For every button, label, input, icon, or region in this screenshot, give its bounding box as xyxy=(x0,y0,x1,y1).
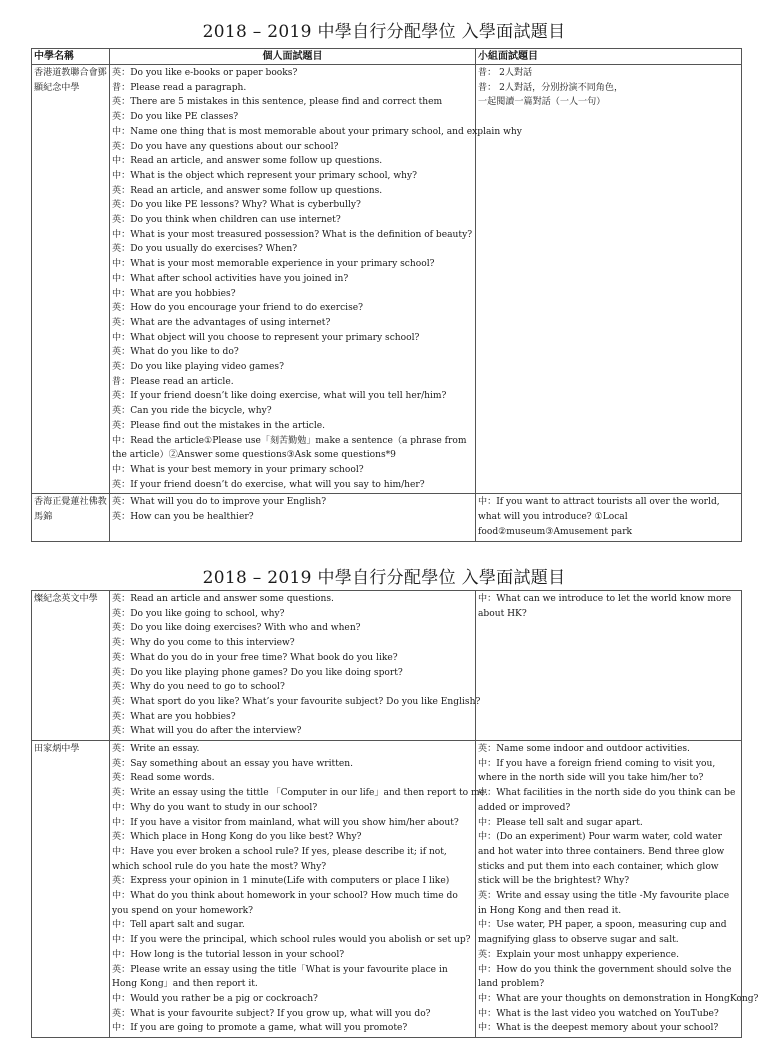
group-question-line: 中：If you want to attract tourists all over the world, what will you introduce? ①Local food②museum③Amusement park xyxy=(478,497,720,537)
table-row xyxy=(32,591,742,741)
school-name: 燦紀念英文中學 xyxy=(32,591,110,741)
question-line: 英：Do you like e-books or paper books? xyxy=(112,68,298,78)
question-line: 英：What do you do in your free time? What book do you like? xyxy=(112,652,398,663)
question-line: 英：Read an article and answer some questions. xyxy=(112,594,334,604)
group-question-line: 英：Explain your most unhappy experience. xyxy=(478,949,680,960)
question-line: 中：How long is the tutorial lesson in your school? xyxy=(112,949,345,960)
individual-questions-cell xyxy=(110,591,481,741)
question-line: 英：Do you have any questions about our school? xyxy=(112,141,339,152)
question-line: 英：Which place in Hong Kong do you like best? Why? xyxy=(112,832,362,843)
group-questions-cell xyxy=(476,741,759,1038)
interview-table-top xyxy=(31,48,742,542)
question-line: 英：Do you usually do exercises? When? xyxy=(112,244,298,255)
question-line: 英：Please find out the mistakes in the article. xyxy=(112,420,326,431)
question-line: 英：What do you like to do? xyxy=(112,347,239,358)
question-line: 英：Do you like PE lessons? Why? What is cyberbully? xyxy=(112,200,361,211)
header-individual-questions: 個人面試題目 xyxy=(110,49,476,65)
question-line: 英：What will you do after the interview? xyxy=(112,726,302,737)
question-line: 英：What will you do to improve your English? xyxy=(112,497,327,508)
page-title-top: 2018 – 2019 中學自行分配學位 入學面試題目 xyxy=(202,22,566,42)
question-line: 中：Read the article①Please use「刻苦勤勉」make a sentence（a phrase from the article）②Answer some questions③Ask some questions*9 xyxy=(112,435,467,461)
table-row xyxy=(32,741,742,1038)
group-question-line: 英：Name some indoor and outdoor activities. xyxy=(478,744,690,755)
question-line: 英：Do you like playing phone games? Do you like doing sport? xyxy=(112,667,403,678)
question-line: 中：Why do you want to study in our school? xyxy=(112,802,318,813)
group-question-line: 普： 2人對話 xyxy=(478,68,533,78)
question-line: 英：Write an essay using the tittle 「Computer in our life」and then report to me. xyxy=(112,788,488,799)
table-row xyxy=(32,65,742,494)
question-line: 英：Do you think when children can use internet? xyxy=(112,215,341,226)
question-line: 中：Have you ever broken a school rule? If yes, please describe it; if not, which school rule do you hate the most? Why? xyxy=(112,846,447,872)
question-line: 英：What are the advantages of using internet? xyxy=(112,317,331,328)
question-line: 英：What sport do you like? What’s your favourite subject? Do you like English? xyxy=(112,696,481,707)
page-title-bottom: 2018 – 2019 中學自行分配學位 入學面試題目 xyxy=(202,568,566,588)
question-line: 英：Can you ride the bicycle, why? xyxy=(112,406,272,417)
school-name: 田家炳中學 xyxy=(32,741,110,1038)
table-header-row xyxy=(32,49,742,65)
group-question-line: 中：Use water, PH paper, a spoon, measuring cup and magnifying glass to observe sugar and salt. xyxy=(478,920,727,946)
individual-questions-cell xyxy=(110,494,476,541)
group-questions-cell xyxy=(476,494,742,541)
question-line: 中：If you were the principal, which school rules would you abolish or set up? xyxy=(112,935,471,946)
question-line: 中：What is your most treasured possession? What is the definition of beauty? xyxy=(112,229,473,240)
question-line: 中：What are you hobbies? xyxy=(112,288,236,299)
question-line: 英：What are you hobbies? xyxy=(112,711,236,722)
header-school-name: 中學名稱 xyxy=(32,49,110,65)
group-question-line: 中：If you have a foreign friend coming to visit you, where in the north side will you take him/her to? xyxy=(478,758,716,784)
group-question-line: 中：What is the last video you watched on YouTube? xyxy=(478,1008,719,1019)
question-line: 英：Express your opinion in 1 minute(Life with computers or place I like) xyxy=(112,876,450,887)
school-name: 香海正覺蓮社佛教馬錦 xyxy=(32,494,110,541)
group-question-line: 中：(Do an experiment) Pour warm water, cold water and hot water into three containers. Bend three glow sticks and put them into each container, which glow stick will be the brightest? Why? xyxy=(478,832,725,887)
question-line: 中：What is the object which represent your primary school, why? xyxy=(112,170,417,181)
question-line: 普：Please read an article. xyxy=(112,376,234,387)
question-line: 中：Would you rather be a pig or cockroach? xyxy=(112,993,318,1004)
question-line: 英：If your friend doesn’t do exercise, what will you say to him/her? xyxy=(112,479,425,490)
school-name: 香港道教聯合會鄧顯紀念中學 xyxy=(32,65,110,494)
question-line: 普：Please read a paragraph. xyxy=(112,82,247,93)
question-line: 英：Do you like doing exercises? With who and when? xyxy=(112,623,361,634)
question-line: 英：There are 5 mistakes in this sentence, please find and correct them xyxy=(112,97,443,108)
question-line: 中：If you are going to promote a game, what will you promote? xyxy=(112,1023,408,1034)
group-question-line: 普： 2人對話，分別扮演不同角色， xyxy=(478,82,624,93)
group-question-line: 中：How do you think the government should solve the land problem? xyxy=(478,964,732,990)
group-question-line: 中：What can we introduce to let the world know more about HK? xyxy=(478,594,732,619)
question-line: 中：If you have a visitor from mainland, what will you show him/her about? xyxy=(112,817,459,828)
question-line: 英：Read an article, and answer some follow up questions. xyxy=(112,185,383,196)
group-question-line: 中：What facilities in the north side do you think can be added or improved? xyxy=(478,788,736,813)
question-line: 中：Read an article, and answer some follow up questions. xyxy=(112,156,383,167)
question-line: 英：How can you be healthier? xyxy=(112,512,254,523)
question-line: 中：What after school activities have you joined in? xyxy=(112,273,349,284)
individual-questions-cell xyxy=(110,741,488,1038)
group-question-line: 中：Please tell salt and sugar apart. xyxy=(478,817,643,828)
question-line: 中：Tell apart salt and sugar. xyxy=(112,920,245,931)
question-line: 中：What is your best memory in your primary school? xyxy=(112,464,364,475)
group-questions-cell xyxy=(476,591,742,741)
question-line: 英：Do you like PE classes? xyxy=(112,112,239,123)
table-row xyxy=(32,494,742,541)
interview-table-bottom xyxy=(31,590,759,1038)
question-line: 英：Read some words. xyxy=(112,773,215,784)
group-question-line: 中：What is the deepest memory about your school? xyxy=(478,1023,719,1034)
question-line: 英：What is your favourite subject? If you grow up, what will you do? xyxy=(112,1008,431,1019)
question-line: 英：How do you encourage your friend to do exercise? xyxy=(112,303,363,314)
group-question-line: 一起閱讀一篇對話（一人一句） xyxy=(478,97,606,108)
question-line: 英：Do you like playing video games? xyxy=(112,362,284,373)
group-question-line: 英：Write and essay using the title -My favourite place in Hong Kong and then read it. xyxy=(478,891,730,916)
question-line: 英：If your friend doesn’t like doing exercise, what will you tell her/him? xyxy=(112,391,447,402)
question-line: 中：Name one thing that is most memorable about your primary school, and explain why xyxy=(112,126,522,137)
question-line: 中：What do you think about homework in your school? How much time do you spend on your homework? xyxy=(112,891,458,916)
question-line: 英：Write an essay. xyxy=(112,744,200,755)
group-question-line: 中：What are your thoughts on demonstration in HongKong? xyxy=(478,993,759,1004)
question-line: 英：Why do you come to this interview? xyxy=(112,638,295,649)
question-line: 英：Say something about an essay you have written. xyxy=(112,758,353,769)
question-line: 英：Please write an essay using the title「What is your favourite place in Hong Kong」and then report it. xyxy=(112,964,448,990)
header-group-questions: 小組面試題目 xyxy=(476,49,742,65)
question-line: 英：Why do you need to go to school? xyxy=(112,682,285,693)
question-line: 英：Do you like going to school, why? xyxy=(112,608,285,619)
question-line: 中：What object will you choose to represent your primary school? xyxy=(112,332,420,343)
question-line: 中：What is your most memorable experience in your primary school? xyxy=(112,259,435,270)
